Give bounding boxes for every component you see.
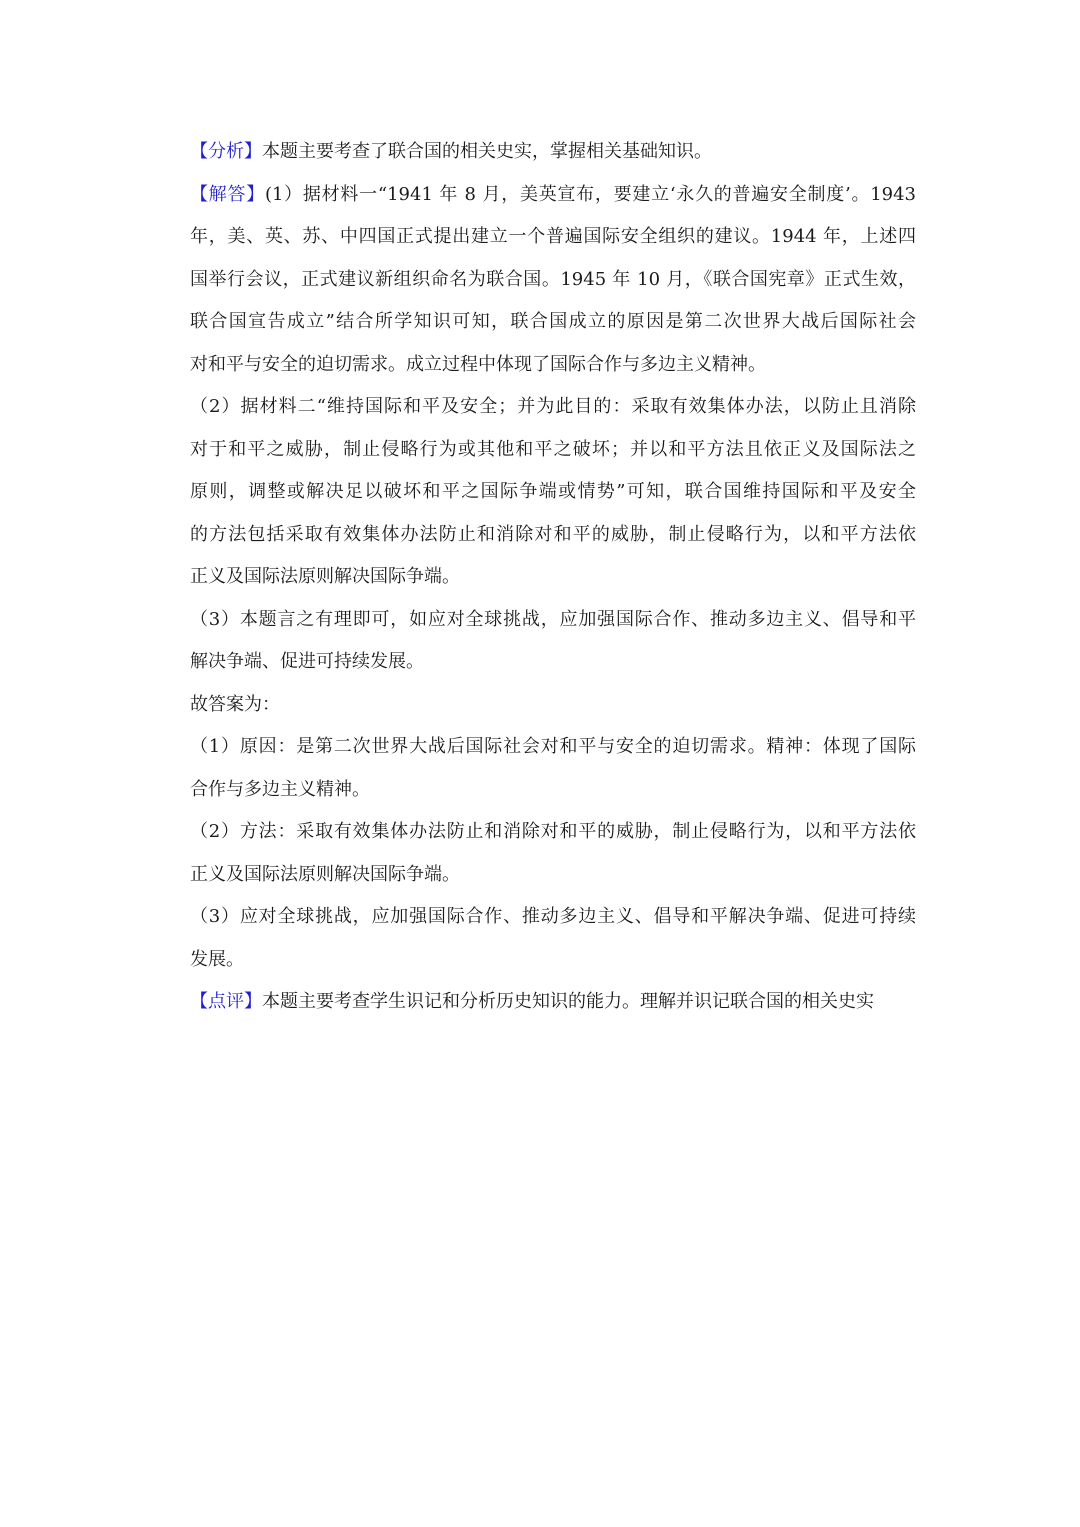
- answer-line: 的方法包括采取有效集体办法防止和消除对和平的威胁，制止侵略行为，以和平方法依: [190, 523, 916, 545]
- analysis-tag: 【分析】: [190, 141, 262, 162]
- comment-text: 本题主要考查学生识记和分析历史知识的能力。理解并识记联合国的相关史实: [262, 991, 874, 1012]
- comment-line: [190, 981, 916, 1024]
- answer-text: (1）据材料一“1941 年 8 月，美英宣布，要建立‘永久的普遍安全制度’。1943: [264, 183, 916, 205]
- answer-line: 发展。: [190, 948, 244, 970]
- answer-line: （1）原因：是第二次世界大战后国际社会对和平与安全的迫切需求。精神：体现了国际: [190, 736, 916, 757]
- analysis-text: 本题主要考查了联合国的相关史实，掌握相关基础知识。: [262, 141, 712, 162]
- answer-line: 年，美、英、苏、中四国正式提出建立一个普遍国际安全组织的建议。1944 年，上述四: [190, 226, 916, 247]
- answer-line: 正义及国际法原则解决国际争端。: [190, 863, 460, 885]
- answer-line: 合作与多边主义精神。: [190, 778, 370, 800]
- answer-tag: 【解答】: [190, 183, 265, 205]
- document-page: [190, 131, 916, 1024]
- answer-line: 故答案为：: [190, 693, 280, 715]
- analysis-line: [190, 131, 916, 174]
- answer-line: （3）本题言之有理即可，如应对全球挑战，应加强国际合作、推动多边主义、倡导和平: [190, 608, 916, 630]
- comment-tag: 【点评】: [190, 991, 262, 1012]
- answer-line: （3）应对全球挑战，应加强国际合作、推动多边主义、倡导和平解决争端、促进可持续: [190, 906, 916, 927]
- answer-line: 对和平与安全的迫切需求。成立过程中体现了国际合作与多边主义精神。: [190, 353, 766, 375]
- answer-line: [190, 174, 916, 217]
- answer-line: 原则，调整或解决足以破坏和平之国际争端或情势”可知，联合国维持国际和平及安全: [190, 481, 916, 502]
- answer-line: 对于和平之威胁，制止侵略行为或其他和平之破坏；并以和平方法且依正义及国际法之: [190, 438, 916, 460]
- answer-line: 正义及国际法原则解决国际争端。: [190, 566, 460, 587]
- answer-line: 解决争端、促进可持续发展。: [190, 651, 424, 672]
- answer-line: 国举行会议，正式建议新组织命名为联合国。1945 年 10 月，《联合国宪章》正式生效，: [190, 268, 916, 290]
- answer-line: 联合国宣告成立”结合所学知识可知，联合国成立的原因是第二次世界大战后国际社会: [190, 311, 916, 332]
- answer-line: （2）方法：采取有效集体办法防止和消除对和平的威胁，制止侵略行为，以和平方法依: [190, 821, 916, 842]
- answer-line: （2）据材料二“维持国际和平及安全；并为此目的：采取有效集体办法，以防止且消除: [190, 396, 916, 417]
